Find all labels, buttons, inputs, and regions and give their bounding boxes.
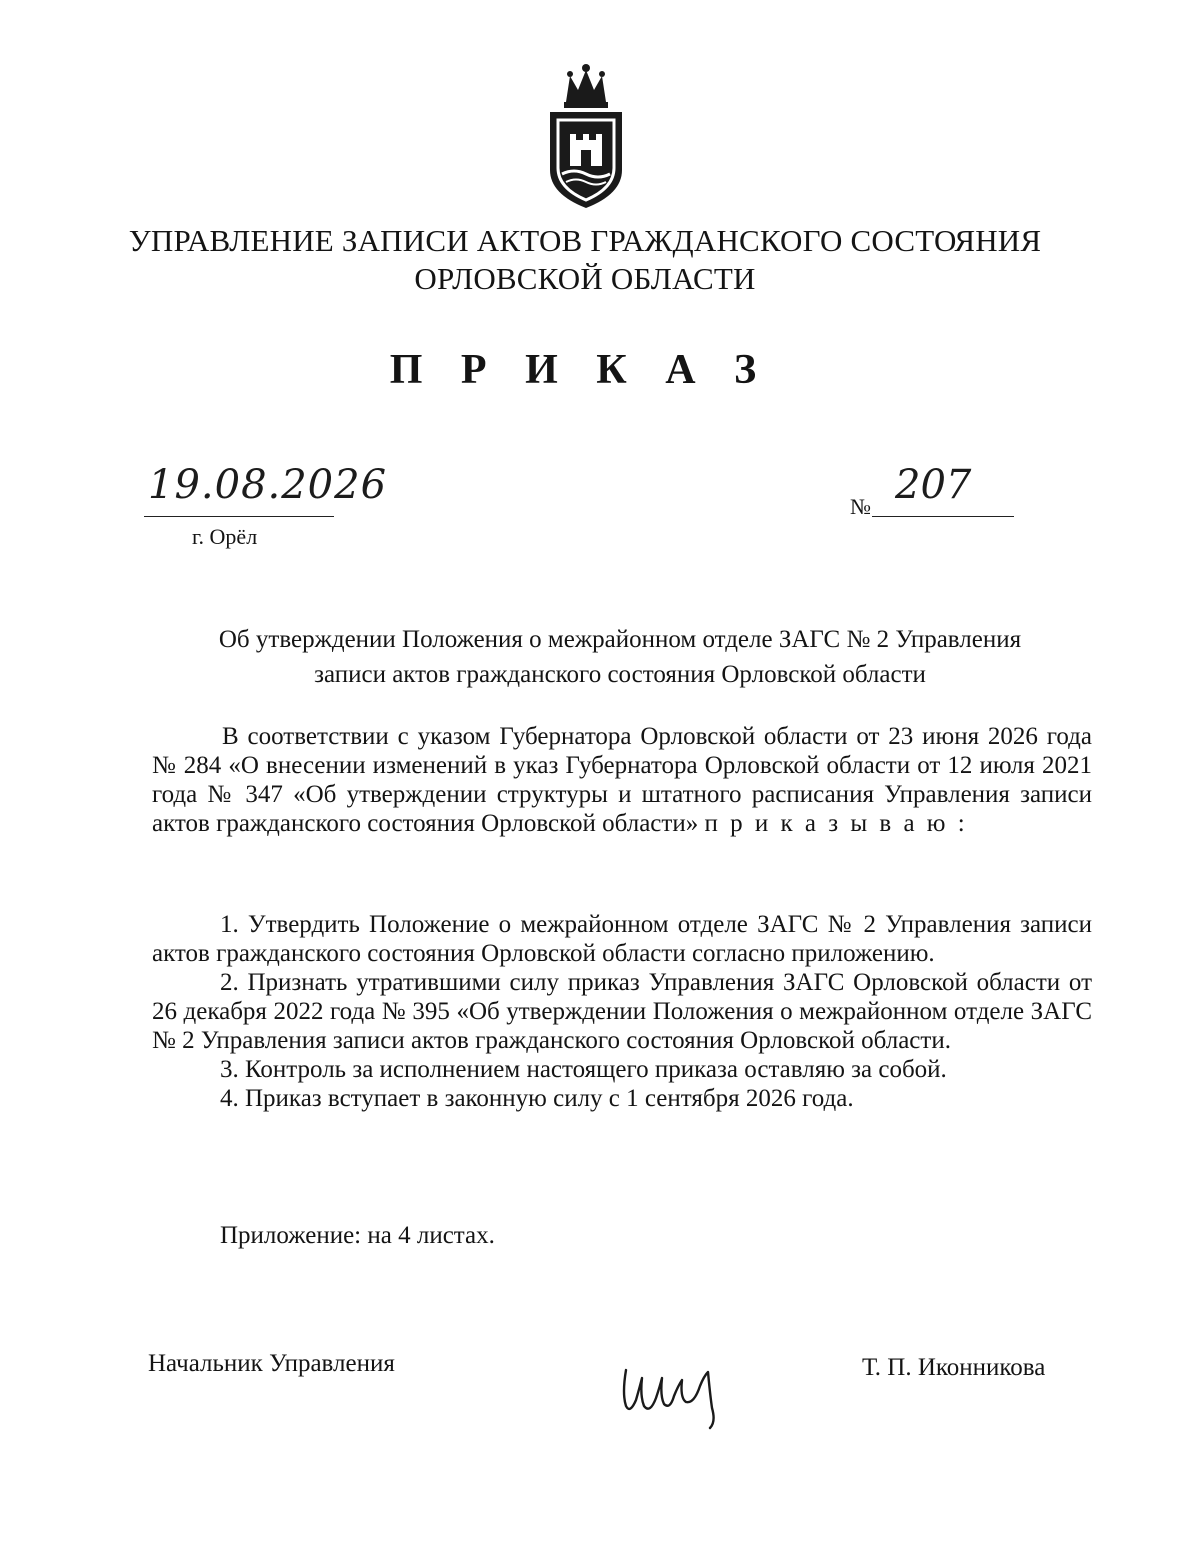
order-items	[152, 910, 1092, 1113]
preamble-paragraph	[152, 722, 1092, 838]
document-city: г. Орёл	[192, 524, 258, 549]
date-underline	[144, 516, 334, 517]
preamble-text: В соответствии с указом Губернатора Орловской области от 23 июня 2026 года № 284 «О внесении изменений в указ Губернатора Орловской области от 12 июля 2021 года № 347 «Об утверждении структуры и штатного расписания Управления записи актов гражданского состояния Орловской области»	[152, 723, 1092, 837]
subject-line1: Об утверждении Положения о межрайонном отделе ЗАГС № 2 Управления	[218, 626, 1022, 653]
signatory-position: Начальник Управления	[148, 1350, 395, 1377]
document-type-title: П Р И К А З	[389, 347, 771, 393]
subject-line2: записи актов гражданского состояния Орловской области	[314, 661, 926, 688]
number-underline	[872, 516, 1014, 517]
number-label: №	[850, 494, 871, 519]
order-item-1: 1. Утвердить Положение о межрайонном отделе ЗАГС № 2 Управления записи актов гражданского состояния Орловской области согласно приложению.	[152, 911, 1092, 967]
organization-header	[0, 222, 1170, 298]
order-item-2: 2. Признать утратившими силу приказ Управления ЗАГС Орловской области от 26 декабря 2022 года № 395 «Об утверждении Положения о межрайонном отделе ЗАГС № 2 Управления записи актов гражданского состояния Орловской области.	[152, 969, 1092, 1054]
signatory-name: Т. П. Иконникова	[862, 1354, 1046, 1381]
order-word: п р и к а з ы в а ю :	[704, 810, 968, 837]
coat-of-arms-icon	[538, 62, 634, 212]
order-item-3: 3. Контроль за исполнением настоящего приказа оставляю за собой.	[220, 1056, 947, 1083]
attachment-note: Приложение: на 4 листах.	[220, 1222, 495, 1249]
document-subject	[150, 622, 1090, 692]
handwritten-signature	[612, 1344, 742, 1434]
org-name-line1: УПРАВЛЕНИЕ ЗАПИСИ АКТОВ ГРАЖДАНСКОГО СОСТОЯНИЯ	[128, 223, 1042, 258]
order-item-4: 4. Приказ вступает в законную силу с 1 сентября 2026 года.	[220, 1085, 854, 1112]
org-name-line2: ОРЛОВСКОЙ ОБЛАСТИ	[414, 261, 756, 296]
document-date: 19.08.2026	[148, 462, 388, 508]
document-number: 207	[895, 462, 972, 508]
